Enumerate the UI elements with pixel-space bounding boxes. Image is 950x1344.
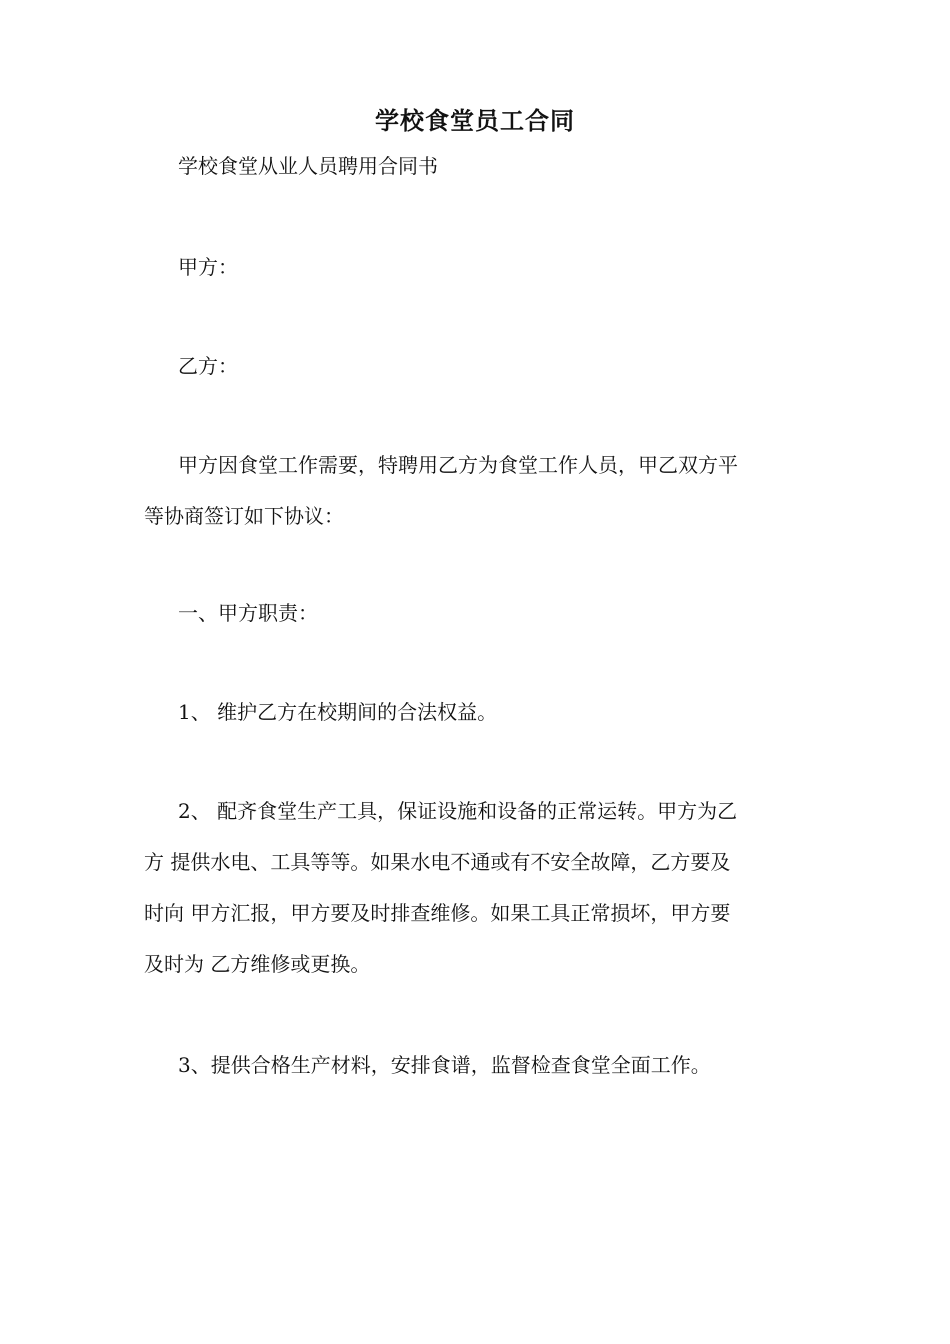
clause-2-line-4: 及时为 乙方维修或更换。 [144, 952, 371, 976]
document-title: 学校食堂员工合同 [375, 106, 575, 135]
party-a-label: 甲方： [178, 255, 238, 279]
party-b-label: 乙方： [178, 354, 238, 378]
document-subtitle: 学校食堂从业人员聘用合同书 [178, 154, 438, 178]
clause-3: 3、提供合格生产材料，安排食谱，监督检查食堂全面工作。 [178, 1053, 711, 1077]
intro-paragraph-line-2: 等协商签订如下协议： [144, 504, 344, 528]
clause-2-line-3: 时向 甲方汇报，甲方要及时排查维修。如果工具正常损坏，甲方要 [144, 901, 731, 925]
intro-paragraph-line-1: 甲方因食堂工作需要，特聘用乙方为食堂工作人员，甲乙双方平 [178, 453, 738, 477]
clause-2-line-2: 方 提供水电、工具等等。如果水电不通或有不安全故障，乙方要及 [144, 850, 731, 874]
clause-1: 1、 维护乙方在校期间的合法权益。 [178, 700, 498, 724]
section-1-heading: 一、甲方职责： [178, 601, 318, 625]
clause-2-line-1: 2、 配齐食堂生产工具，保证设施和设备的正常运转。甲方为乙 [178, 799, 738, 823]
